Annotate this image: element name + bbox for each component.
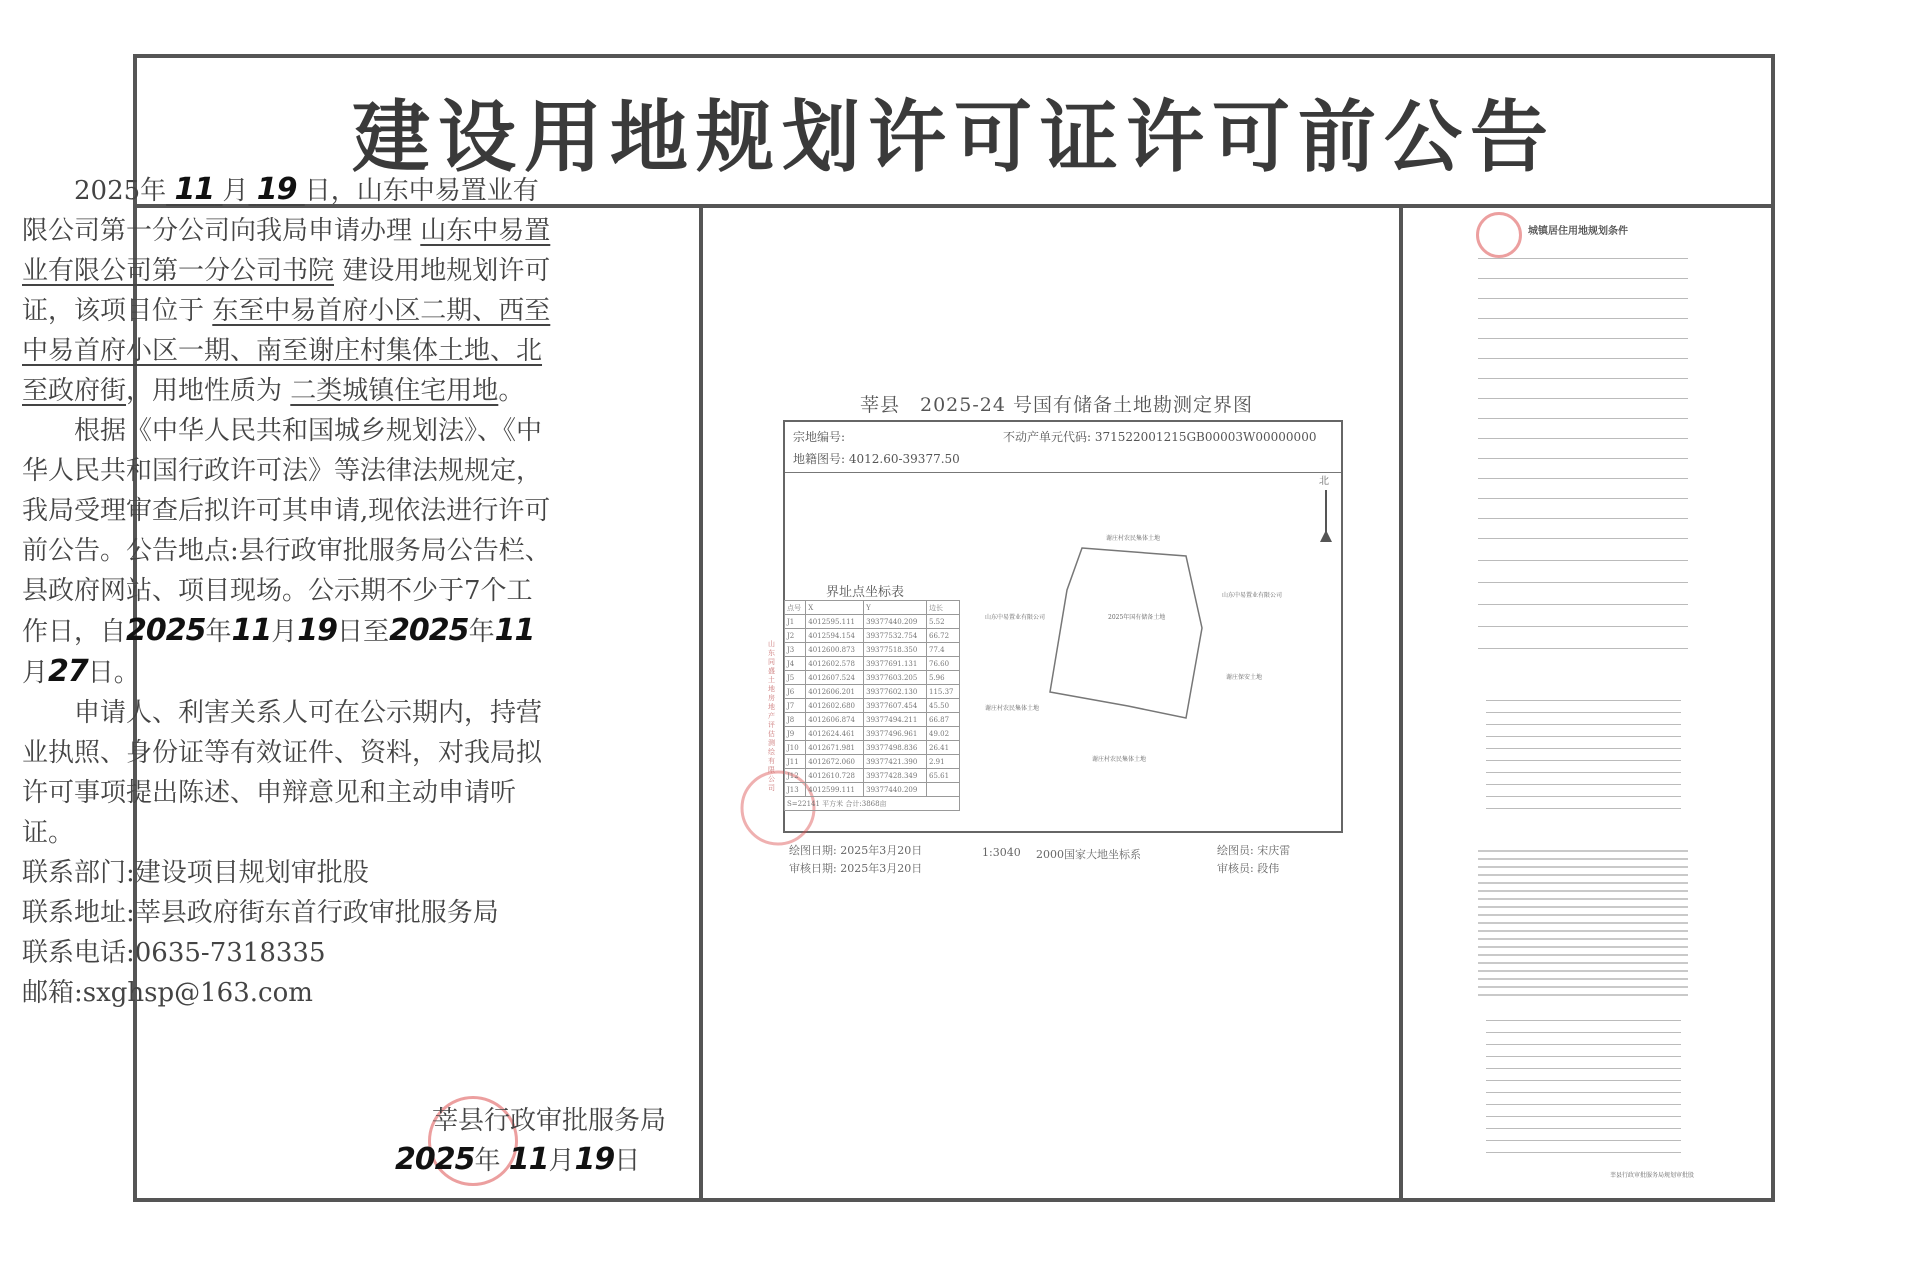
table-cell: 4012607.524 (806, 671, 864, 685)
side-doc-line (1478, 962, 1688, 964)
side-doc-line (1478, 418, 1688, 419)
table-cell: 26.41 (926, 741, 959, 755)
side-doc-line (1478, 438, 1688, 439)
contact-phone: 联系电话:0635-7318335 (22, 938, 326, 968)
side-doc-line (1486, 1068, 1681, 1069)
side-doc-line (1478, 890, 1688, 892)
table-header-cell: X (806, 601, 864, 615)
neighbor-south: 谢庄村农民集体土地 (1092, 756, 1147, 763)
table-cell: 39377440.209 (864, 783, 927, 797)
notice-paragraph-3: 申请人、利害关系人可在公示期内，持营业执照、身份证等有效证件、资料，对我局拟许可事项提出陈述、申辩意见和主动申请听证。 (22, 698, 543, 848)
table-cell: J8 (785, 713, 806, 727)
checker: 审核员: 段伟 (1217, 862, 1280, 875)
table-cell: 76.60 (926, 657, 959, 671)
side-doc-line (1478, 930, 1688, 932)
table-header-cell: Y (864, 601, 927, 615)
table-cell: 49.02 (926, 727, 959, 741)
table-cell: 39377428.349 (864, 769, 927, 783)
side-doc-line (1486, 724, 1681, 725)
table-row (785, 629, 960, 643)
side-doc-line (1478, 946, 1688, 948)
side-doc-line (1486, 1056, 1681, 1057)
table-cell: J2 (785, 629, 806, 643)
side-doc-line (1478, 994, 1688, 996)
table-cell: 39377602.130 (864, 685, 927, 699)
side-doc-line (1478, 398, 1688, 399)
side-doc-line (1486, 1140, 1681, 1141)
side-doc-line (1478, 866, 1688, 868)
table-row (785, 671, 960, 685)
coord-table-title: 界址点坐标表 (826, 585, 905, 600)
side-doc-line (1478, 498, 1688, 499)
table-header-row (785, 601, 960, 615)
table-cell: 4012594.154 (806, 629, 864, 643)
parcel-label: 2025年国有储备土地 (1108, 614, 1166, 621)
table-cell: 5.52 (926, 615, 959, 629)
side-doc-line (1486, 1032, 1681, 1033)
handwritten-end-day: 27 (48, 654, 88, 689)
table-cell: 4012624.461 (806, 727, 864, 741)
table-cell: 65.61 (926, 769, 959, 783)
side-doc-line (1478, 986, 1688, 988)
neighbor-southeast: 谢庄保安土地 (1226, 674, 1263, 681)
check-date: 审核日期: 2025年3月20日 (789, 862, 923, 875)
table-header-cell: 边长 (926, 601, 959, 615)
side-doc-line (1486, 1128, 1681, 1129)
side-doc-line (1478, 858, 1688, 860)
table-cell: 39377421.390 (864, 755, 927, 769)
table-cell: J12 (785, 769, 806, 783)
table-row (785, 699, 960, 713)
table-cell: 2.91 (926, 755, 959, 769)
side-doc-line (1478, 298, 1688, 299)
table-cell: 4012599.111 (806, 783, 864, 797)
table-row (785, 685, 960, 699)
table-row (785, 741, 960, 755)
page-title: 建设用地规划许可证许可前公告 (351, 93, 1556, 183)
table-footer-cell: S=22141 平方米 合计:3868亩 (785, 797, 960, 811)
handwritten-day: 19 (256, 172, 297, 207)
table-row (785, 643, 960, 657)
notice-paragraph-1: 2025年 11 月 19 日，山东中易置业有限公司第一分公司向我局申请办理 山东中易置业有限公司第一分公司书院 建设用地规划许可证，该项目位于 东至中易首府小区二期、西至中易首府小区一期、南至谢庄村集体土地、北至政府街，用地性质为 二类城镇住宅用地。 (22, 172, 551, 406)
side-doc-line (1486, 1044, 1681, 1045)
side-doc-line (1486, 796, 1681, 797)
applicant-text: 山东中易置业有限公司第一分公司向我局申请办理 (22, 176, 539, 246)
table-cell: 39377494.211 (864, 713, 927, 727)
handwritten-start-day: 19 (297, 613, 338, 648)
side-doc-line (1478, 906, 1688, 908)
side-doc-line (1478, 914, 1688, 916)
side-doc-line (1478, 518, 1688, 519)
side-doc-line (1478, 538, 1688, 539)
drawer: 绘图员: 宋庆雷 (1217, 844, 1291, 857)
project-location: 东至中易首府小区二期、西至中易首府小区一期、南至谢庄村集体土地、北至政府街 (22, 296, 551, 406)
table-cell: 115.37 (926, 685, 959, 699)
north-label: 北 (1319, 476, 1329, 487)
contact-department: 联系部门:建设项目规划审批股 (22, 858, 369, 888)
table-cell: 39377691.131 (864, 657, 927, 671)
table-cell: 66.72 (926, 629, 959, 643)
side-doc-line (1478, 378, 1688, 379)
signer-name: 莘县行政审批服务局 (432, 1106, 667, 1136)
map-scale: 1:3040 (982, 846, 1021, 859)
table-cell: J4 (785, 657, 806, 671)
parcel-boundary (1050, 548, 1202, 718)
table-cell: J9 (785, 727, 806, 741)
table-row (785, 727, 960, 741)
table-cell: 66.87 (926, 713, 959, 727)
coordinate-table (784, 600, 960, 811)
map-title: 莘县 2025-24 号国有储备土地勘测定界图 (860, 394, 1253, 416)
side-doc-line (1478, 850, 1688, 852)
project-name: 山东中易置业有限公司第一分公司书院 (22, 216, 551, 286)
land-usage: 二类城镇住宅用地 (290, 376, 499, 406)
table-cell: J5 (785, 671, 806, 685)
table-footer-row (785, 797, 960, 811)
table-cell: 4012602.680 (806, 699, 864, 713)
draw-date: 绘图日期: 2025年3月20日 (789, 844, 923, 857)
side-doc-line (1478, 938, 1688, 940)
side-doc-line (1478, 318, 1688, 319)
side-doc-line (1486, 1104, 1681, 1105)
side-doc-line (1478, 874, 1688, 876)
table-cell: 5.96 (926, 671, 959, 685)
table-cell: 39377603.205 (864, 671, 927, 685)
side-doc-line (1486, 808, 1681, 809)
table-cell: 39377440.209 (864, 615, 927, 629)
side-doc-line (1478, 898, 1688, 900)
table-cell: J7 (785, 699, 806, 713)
side-doc-line (1478, 338, 1688, 339)
table-row (785, 615, 960, 629)
table-cell: J1 (785, 615, 806, 629)
table-cell: 45.50 (926, 699, 959, 713)
table-cell: J13 (785, 783, 806, 797)
side-doc-line (1478, 458, 1688, 459)
contact-address: 联系地址:莘县政府街东首行政审批服务局 (22, 898, 499, 928)
side-doc-line (1486, 1080, 1681, 1081)
table-cell: 39377496.961 (864, 727, 927, 741)
table-cell: 4012595.111 (806, 615, 864, 629)
unit-code: 不动产单元代码: 371522001215GB00003W00000000 (1003, 430, 1317, 444)
side-doc-line (1478, 648, 1688, 649)
side-doc-line (1486, 760, 1681, 761)
side-doc-line (1478, 970, 1688, 972)
side-doc-line (1478, 954, 1688, 956)
contact-email: 邮箱:sxghsp@163.com (22, 978, 313, 1008)
side-doc-line (1478, 278, 1688, 279)
side-doc-footer: 莘县行政审批服务局规划审批股 (1610, 1172, 1695, 1179)
side-doc-line (1486, 784, 1681, 785)
side-doc-line (1486, 1020, 1681, 1021)
side-doc-line (1486, 700, 1681, 701)
side-doc-line (1478, 978, 1688, 980)
side-doc-line (1486, 1116, 1681, 1117)
neighbor-north: 谢庄村农民集体土地 (1106, 535, 1161, 542)
table-cell: J6 (785, 685, 806, 699)
side-doc-seal-icon (1476, 212, 1522, 258)
table-cell: 4012600.873 (806, 643, 864, 657)
handwritten-start-month: 11 (231, 613, 272, 648)
side-doc-line (1478, 604, 1688, 605)
table-cell: 77.4 (926, 643, 959, 657)
notice-paragraph-2: 根据《中华人民共和国城乡规划法》、《中华人民共和国行政许可法》等法律法规规定，我局受理审查后拟许可其申请,现依法进行许可前公告。公告地点:县行政审批服务局公告栏、县政府网站、项目现场。公示期不少于7个工作日，自2025年11月19日至2025年11月27日。 (22, 416, 551, 689)
handwritten-end-year: 2025 (389, 613, 469, 648)
table-cell: 39377607.454 (864, 699, 927, 713)
handwritten-month: 11 (174, 172, 215, 207)
side-doc-line (1478, 358, 1688, 359)
side-doc-line (1478, 626, 1688, 627)
surveyor-stamp-text: 山东同盛土地房地产评估测绘有限公司 (768, 640, 775, 792)
side-doc-title: 城镇居住用地规划条件 (1528, 226, 1628, 237)
side-doc-line (1486, 712, 1681, 713)
sign-date: 2025年 11月19日 (395, 1142, 641, 1177)
neighbor-west: 山东中易置业有限公司 (985, 614, 1046, 621)
table-row (785, 769, 960, 783)
table-row (785, 783, 960, 797)
table-cell: 4012602.578 (806, 657, 864, 671)
table-cell: 4012671.981 (806, 741, 864, 755)
side-doc-line (1478, 560, 1688, 561)
table-header-cell: 点号 (785, 601, 806, 615)
side-doc-line (1478, 882, 1688, 884)
table-row (785, 755, 960, 769)
sheet-number: 地籍图号: 4012.60-39377.50 (793, 452, 960, 466)
table-cell: 39377498.836 (864, 741, 927, 755)
side-doc-line (1486, 748, 1681, 749)
table-cell: 4012672.060 (806, 755, 864, 769)
table-cell: J10 (785, 741, 806, 755)
neighbor-southwest: 谢庄村农民集体土地 (985, 705, 1040, 712)
side-doc-line (1478, 922, 1688, 924)
table-cell: 39377532.754 (864, 629, 927, 643)
table-cell: 4012610.728 (806, 769, 864, 783)
side-doc-line (1486, 1092, 1681, 1093)
neighbor-east: 山东中易置业有限公司 (1222, 592, 1283, 599)
side-doc-line (1478, 258, 1688, 259)
side-doc-line (1478, 478, 1688, 479)
handwritten-start-year: 2025 (126, 613, 206, 648)
side-doc-line (1478, 582, 1688, 583)
side-doc-line (1486, 1152, 1681, 1153)
handwritten-end-month: 11 (494, 613, 535, 648)
parcel-number-label: 宗地编号: (793, 430, 846, 444)
coordinate-system: 2000国家大地坐标系 (1036, 848, 1141, 861)
table-cell: 39377518.350 (864, 643, 927, 657)
table-cell (926, 783, 959, 797)
side-doc-line (1486, 772, 1681, 773)
table-row (785, 713, 960, 727)
table-row (785, 657, 960, 671)
table-cell: 4012606.874 (806, 713, 864, 727)
table-cell: J3 (785, 643, 806, 657)
side-doc-line (1486, 736, 1681, 737)
table-cell: 4012606.201 (806, 685, 864, 699)
table-cell: J11 (785, 755, 806, 769)
